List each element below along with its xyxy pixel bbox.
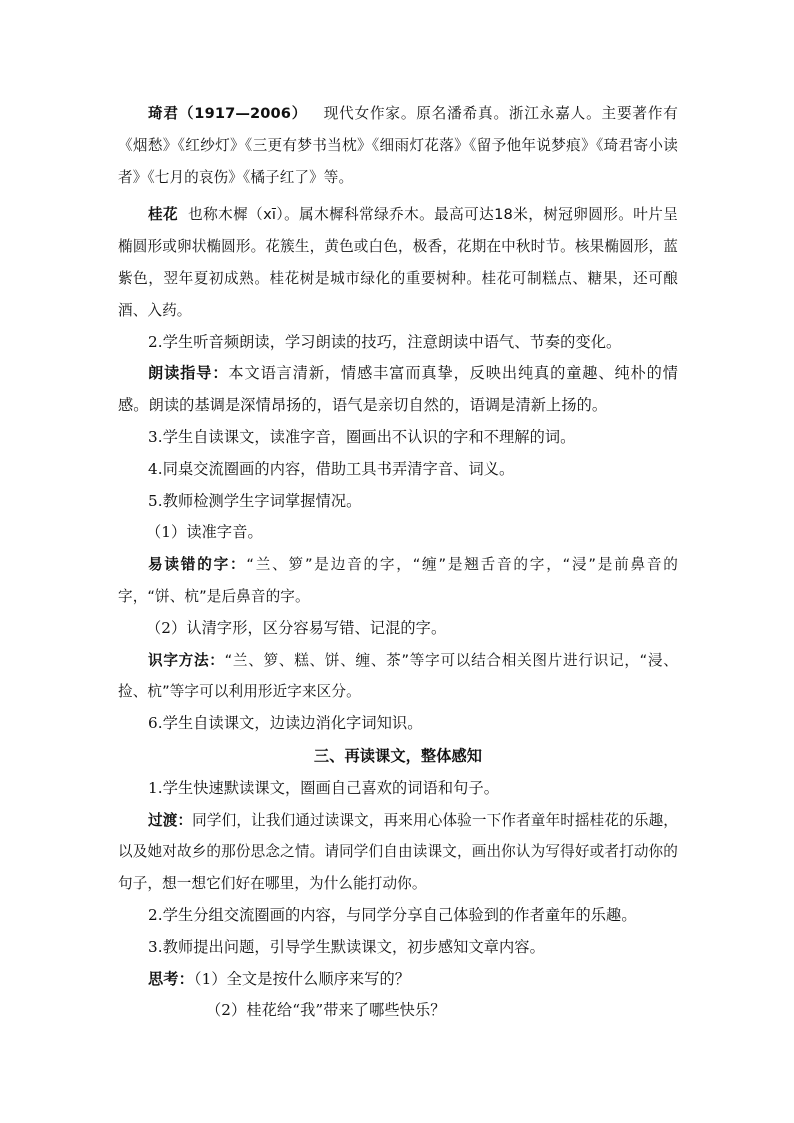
thinking-paragraph [118, 964, 678, 996]
step-4-paragraph: 4.同桌交流圈画的内容，借助工具书弄清字音、词义。 [148, 459, 515, 478]
transition-text: 同学们，让我们通过读课文，再来用心体验一下作者童年时摇桂花的乐趣，以及她对故乡的那份思念之情。请同学们自由读课文，画出你认为写得好或者打动你的句子，想一想它们好在哪里，为什么能打动你。 [118, 811, 678, 893]
reading-guide-paragraph [118, 358, 678, 422]
char-method-text: “兰、箩、糕、饼、缠、茶”等字可以结合相关图片进行识记，“浸、捡、杭”等字可以利用形近字来区分。 [118, 651, 678, 701]
easy-misread-term: 易读错的字： [148, 556, 247, 574]
author-intro-term: 琦君（1917—2006） [148, 105, 308, 122]
osmanthus-intro-text: 也称木樨（xī）。属木樨科常绿乔木。最高可达18米，树冠卵圆形。叶片呈椭圆形或卵状椭圆形。花簇生，黄色或白色，极香，花期在中秋时节。核果椭圆形，蓝紫色，翌年夏初成熟。桂花树是城市绿化的重要树种。桂花可制糕点、糖果，还可酿酒、入药。 [118, 206, 678, 319]
thinking-question-1: （1）全文是按什么顺序来写的？ [193, 969, 411, 988]
osmanthus-intro-term: 桂花 [148, 206, 179, 224]
easy-misread-paragraph [118, 549, 678, 613]
section-3-step-1: 1.学生快速默读课文，圈画自己喜欢的词语和句子。 [148, 778, 500, 797]
step-6-paragraph: 6.学生自读课文，边读边消化字词知识。 [148, 714, 423, 733]
document-body [118, 98, 678, 1027]
sub-item-2: （2）认清字形，区分容易写错、记混的字。 [146, 618, 447, 637]
step-5-paragraph: 5.教师检测学生字词掌握情况。 [148, 491, 362, 510]
transition-term: 过渡： [148, 811, 193, 829]
reading-guide-term: 朗读指导： [148, 364, 229, 383]
transition-paragraph [118, 805, 678, 900]
osmanthus-intro-paragraph [118, 199, 678, 326]
char-method-term: 识字方法： [148, 651, 225, 669]
char-method-paragraph [118, 645, 678, 709]
section-3-step-2: 2.学生分组交流圈画的内容，与同学分享自己体验到的作者童年的乐趣。 [148, 905, 637, 924]
author-intro-paragraph [118, 98, 678, 193]
reading-guide-text: 本文语言清新，情感丰富而真挚，反映出纯真的童趣、纯朴的情感。朗读的基调是深情昂扬的，语气是亲切自然的，语调是清新上扬的。 [118, 364, 678, 415]
thinking-term: 思考： [148, 969, 194, 988]
step-2-paragraph: 2.学生听音频朗读，学习朗读的技巧，注意朗读中语气、节奏的变化。 [148, 332, 622, 351]
easy-misread-text: “兰、箩”是边音的字，“缠”是翘舌音的字，“浸”是前鼻音的字，“饼、杭”是后鼻音的字。 [118, 556, 678, 605]
section-3-title: 三、再读课文，整体感知 [313, 746, 483, 765]
step-3-paragraph: 3.学生自读课文，读准字音，圈画出不认识的字和不理解的词。 [148, 427, 576, 446]
sub-item-1: （1）读准字音。 [146, 523, 263, 542]
section-3-step-3: 3.教师提出问题，引导学生默读课文，初步感知文章内容。 [148, 937, 545, 956]
thinking-question-2: （2）桂花给“我”带来了哪些快乐？ [206, 1001, 446, 1020]
author-intro-text: 现代女作家。原名潘希真。浙江永嘉人。主要著作有《烟愁》《红纱灯》《三更有梦书当枕》《细雨灯花落》《留予他年说梦痕》《琦君寄小读者》《七月的哀伤》《橘子红了》等。 [118, 105, 678, 186]
